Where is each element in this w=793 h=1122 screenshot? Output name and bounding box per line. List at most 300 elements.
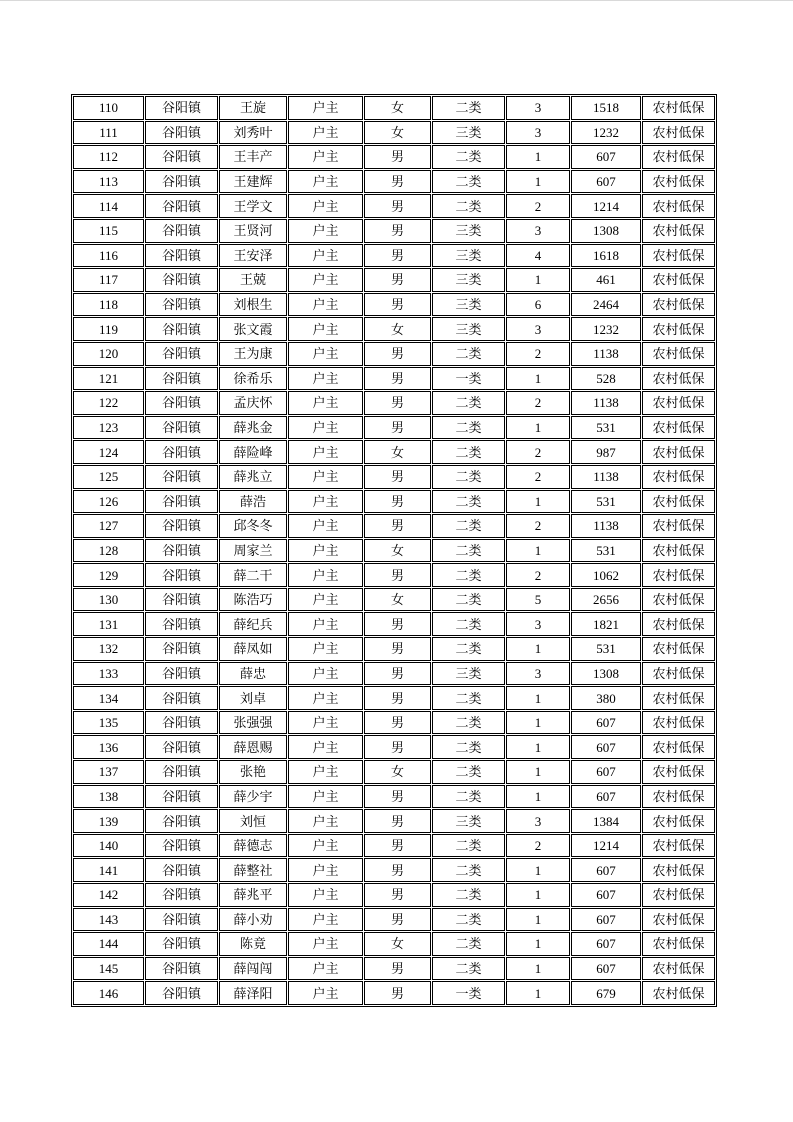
amount-cell: 679 — [571, 981, 641, 1005]
count-cell: 1 — [506, 932, 570, 956]
row-number-cell: 116 — [73, 244, 144, 268]
town-cell: 谷阳镇 — [145, 662, 218, 686]
count-cell: 1 — [506, 981, 570, 1005]
relation-cell: 户主 — [288, 96, 363, 120]
category-cell: 二类 — [432, 785, 505, 809]
category-cell: 二类 — [432, 194, 505, 218]
name-cell: 孟庆怀 — [219, 391, 287, 415]
row-number-cell: 125 — [73, 465, 144, 489]
name-cell: 薛兆平 — [219, 883, 287, 907]
row-number-cell: 117 — [73, 268, 144, 292]
gender-cell: 男 — [364, 194, 431, 218]
table-row — [73, 834, 715, 858]
name-cell: 张艳 — [219, 760, 287, 784]
gender-cell: 女 — [364, 121, 431, 145]
gender-cell: 男 — [364, 268, 431, 292]
count-cell: 1 — [506, 735, 570, 759]
count-cell: 1 — [506, 760, 570, 784]
program-cell: 农村低保 — [642, 588, 715, 612]
gender-cell: 女 — [364, 440, 431, 464]
table-row — [73, 908, 715, 932]
table-row — [73, 317, 715, 341]
row-number-cell: 136 — [73, 735, 144, 759]
town-cell: 谷阳镇 — [145, 121, 218, 145]
category-cell: 二类 — [432, 96, 505, 120]
gender-cell: 男 — [364, 342, 431, 366]
gender-cell: 女 — [364, 96, 431, 120]
row-number-cell: 139 — [73, 809, 144, 833]
program-cell: 农村低保 — [642, 465, 715, 489]
relation-cell: 户主 — [288, 957, 363, 981]
row-number-cell: 119 — [73, 317, 144, 341]
count-cell: 3 — [506, 96, 570, 120]
relation-cell: 户主 — [288, 809, 363, 833]
name-cell: 薛整社 — [219, 858, 287, 882]
town-cell: 谷阳镇 — [145, 637, 218, 661]
program-cell: 农村低保 — [642, 612, 715, 636]
amount-cell: 607 — [571, 957, 641, 981]
name-cell: 陈浩巧 — [219, 588, 287, 612]
town-cell: 谷阳镇 — [145, 96, 218, 120]
relation-cell: 户主 — [288, 416, 363, 440]
gender-cell: 男 — [364, 785, 431, 809]
name-cell: 薛忠 — [219, 662, 287, 686]
amount-cell: 607 — [571, 170, 641, 194]
program-cell: 农村低保 — [642, 883, 715, 907]
count-cell: 2 — [506, 563, 570, 587]
gender-cell: 男 — [364, 809, 431, 833]
category-cell: 二类 — [432, 465, 505, 489]
amount-cell: 531 — [571, 637, 641, 661]
count-cell: 3 — [506, 662, 570, 686]
program-cell: 农村低保 — [642, 834, 715, 858]
category-cell: 三类 — [432, 809, 505, 833]
town-cell: 谷阳镇 — [145, 342, 218, 366]
gender-cell: 男 — [364, 514, 431, 538]
table-row — [73, 563, 715, 587]
welfare-roster-table — [71, 94, 717, 1007]
gender-cell: 男 — [364, 957, 431, 981]
amount-cell: 1232 — [571, 317, 641, 341]
category-cell: 二类 — [432, 932, 505, 956]
town-cell: 谷阳镇 — [145, 440, 218, 464]
name-cell: 薛浩 — [219, 490, 287, 514]
amount-cell: 380 — [571, 686, 641, 710]
relation-cell: 户主 — [288, 932, 363, 956]
gender-cell: 男 — [364, 908, 431, 932]
category-cell: 二类 — [432, 612, 505, 636]
category-cell: 二类 — [432, 416, 505, 440]
town-cell: 谷阳镇 — [145, 834, 218, 858]
program-cell: 农村低保 — [642, 342, 715, 366]
table-row — [73, 391, 715, 415]
name-cell: 张文霞 — [219, 317, 287, 341]
category-cell: 三类 — [432, 244, 505, 268]
town-cell: 谷阳镇 — [145, 194, 218, 218]
name-cell: 薛小劝 — [219, 908, 287, 932]
table-row — [73, 244, 715, 268]
town-cell: 谷阳镇 — [145, 563, 218, 587]
count-cell: 2 — [506, 465, 570, 489]
category-cell: 二类 — [432, 834, 505, 858]
table-row — [73, 858, 715, 882]
amount-cell: 607 — [571, 735, 641, 759]
relation-cell: 户主 — [288, 883, 363, 907]
town-cell: 谷阳镇 — [145, 416, 218, 440]
town-cell: 谷阳镇 — [145, 219, 218, 243]
town-cell: 谷阳镇 — [145, 711, 218, 735]
amount-cell: 531 — [571, 539, 641, 563]
table-row — [73, 957, 715, 981]
amount-cell: 1138 — [571, 342, 641, 366]
relation-cell: 户主 — [288, 858, 363, 882]
table-row — [73, 268, 715, 292]
name-cell: 王安泽 — [219, 244, 287, 268]
amount-cell: 1618 — [571, 244, 641, 268]
program-cell: 农村低保 — [642, 760, 715, 784]
gender-cell: 男 — [364, 858, 431, 882]
amount-cell: 1518 — [571, 96, 641, 120]
name-cell: 邱冬冬 — [219, 514, 287, 538]
category-cell: 三类 — [432, 317, 505, 341]
count-cell: 1 — [506, 637, 570, 661]
table-row — [73, 490, 715, 514]
gender-cell: 男 — [364, 711, 431, 735]
row-number-cell: 133 — [73, 662, 144, 686]
amount-cell: 1308 — [571, 219, 641, 243]
program-cell: 农村低保 — [642, 317, 715, 341]
row-number-cell: 122 — [73, 391, 144, 415]
category-cell: 二类 — [432, 342, 505, 366]
program-cell: 农村低保 — [642, 440, 715, 464]
gender-cell: 男 — [364, 219, 431, 243]
row-number-cell: 131 — [73, 612, 144, 636]
amount-cell: 607 — [571, 932, 641, 956]
table-row — [73, 809, 715, 833]
town-cell: 谷阳镇 — [145, 268, 218, 292]
amount-cell: 1062 — [571, 563, 641, 587]
row-number-cell: 146 — [73, 981, 144, 1005]
name-cell: 王贤河 — [219, 219, 287, 243]
name-cell: 薛兆金 — [219, 416, 287, 440]
table-row — [73, 219, 715, 243]
town-cell: 谷阳镇 — [145, 957, 218, 981]
relation-cell: 户主 — [288, 981, 363, 1005]
program-cell: 农村低保 — [642, 96, 715, 120]
name-cell: 薛少宇 — [219, 785, 287, 809]
category-cell: 三类 — [432, 662, 505, 686]
gender-cell: 男 — [364, 981, 431, 1005]
gender-cell: 女 — [364, 539, 431, 563]
town-cell: 谷阳镇 — [145, 367, 218, 391]
table-row — [73, 539, 715, 563]
town-cell: 谷阳镇 — [145, 391, 218, 415]
relation-cell: 户主 — [288, 317, 363, 341]
name-cell: 薛兆立 — [219, 465, 287, 489]
amount-cell: 1232 — [571, 121, 641, 145]
gender-cell: 男 — [364, 170, 431, 194]
row-number-cell: 110 — [73, 96, 144, 120]
relation-cell: 户主 — [288, 293, 363, 317]
relation-cell: 户主 — [288, 908, 363, 932]
program-cell: 农村低保 — [642, 145, 715, 169]
category-cell: 二类 — [432, 908, 505, 932]
gender-cell: 女 — [364, 317, 431, 341]
amount-cell: 528 — [571, 367, 641, 391]
category-cell: 二类 — [432, 170, 505, 194]
town-cell: 谷阳镇 — [145, 293, 218, 317]
row-number-cell: 114 — [73, 194, 144, 218]
program-cell: 农村低保 — [642, 981, 715, 1005]
page-top-edge — [0, 0, 793, 1]
gender-cell: 男 — [364, 686, 431, 710]
program-cell: 农村低保 — [642, 711, 715, 735]
table-row — [73, 981, 715, 1005]
table-row — [73, 342, 715, 366]
category-cell: 二类 — [432, 514, 505, 538]
relation-cell: 户主 — [288, 145, 363, 169]
gender-cell: 男 — [364, 637, 431, 661]
relation-cell: 户主 — [288, 637, 363, 661]
count-cell: 1 — [506, 908, 570, 932]
table-row — [73, 514, 715, 538]
table-row — [73, 367, 715, 391]
count-cell: 1 — [506, 268, 570, 292]
row-number-cell: 118 — [73, 293, 144, 317]
program-cell: 农村低保 — [642, 858, 715, 882]
count-cell: 1 — [506, 711, 570, 735]
town-cell: 谷阳镇 — [145, 908, 218, 932]
program-cell: 农村低保 — [642, 268, 715, 292]
table-body — [73, 96, 715, 1005]
count-cell: 1 — [506, 539, 570, 563]
count-cell: 4 — [506, 244, 570, 268]
count-cell: 3 — [506, 809, 570, 833]
count-cell: 1 — [506, 957, 570, 981]
town-cell: 谷阳镇 — [145, 883, 218, 907]
category-cell: 二类 — [432, 637, 505, 661]
name-cell: 薛德志 — [219, 834, 287, 858]
row-number-cell: 134 — [73, 686, 144, 710]
gender-cell: 男 — [364, 367, 431, 391]
count-cell: 1 — [506, 858, 570, 882]
count-cell: 2 — [506, 514, 570, 538]
relation-cell: 户主 — [288, 563, 363, 587]
count-cell: 1 — [506, 170, 570, 194]
table-row — [73, 588, 715, 612]
table-row — [73, 440, 715, 464]
table-row — [73, 785, 715, 809]
name-cell: 薛纪兵 — [219, 612, 287, 636]
count-cell: 1 — [506, 416, 570, 440]
name-cell: 王兢 — [219, 268, 287, 292]
town-cell: 谷阳镇 — [145, 244, 218, 268]
category-cell: 二类 — [432, 858, 505, 882]
program-cell: 农村低保 — [642, 367, 715, 391]
count-cell: 1 — [506, 883, 570, 907]
count-cell: 1 — [506, 785, 570, 809]
category-cell: 三类 — [432, 219, 505, 243]
name-cell: 薛闯闯 — [219, 957, 287, 981]
amount-cell: 607 — [571, 785, 641, 809]
amount-cell: 607 — [571, 883, 641, 907]
name-cell: 薛泽阳 — [219, 981, 287, 1005]
amount-cell: 1138 — [571, 391, 641, 415]
amount-cell: 987 — [571, 440, 641, 464]
name-cell: 薛恩赐 — [219, 735, 287, 759]
relation-cell: 户主 — [288, 194, 363, 218]
table-row — [73, 194, 715, 218]
name-cell: 刘卓 — [219, 686, 287, 710]
town-cell: 谷阳镇 — [145, 735, 218, 759]
name-cell: 刘恒 — [219, 809, 287, 833]
category-cell: 二类 — [432, 588, 505, 612]
relation-cell: 户主 — [288, 711, 363, 735]
town-cell: 谷阳镇 — [145, 981, 218, 1005]
row-number-cell: 143 — [73, 908, 144, 932]
program-cell: 农村低保 — [642, 514, 715, 538]
gender-cell: 男 — [364, 612, 431, 636]
relation-cell: 户主 — [288, 588, 363, 612]
town-cell: 谷阳镇 — [145, 760, 218, 784]
gender-cell: 男 — [364, 465, 431, 489]
category-cell: 一类 — [432, 367, 505, 391]
relation-cell: 户主 — [288, 121, 363, 145]
program-cell: 农村低保 — [642, 293, 715, 317]
relation-cell: 户主 — [288, 760, 363, 784]
program-cell: 农村低保 — [642, 957, 715, 981]
row-number-cell: 130 — [73, 588, 144, 612]
table-row — [73, 711, 715, 735]
relation-cell: 户主 — [288, 465, 363, 489]
name-cell: 周家兰 — [219, 539, 287, 563]
row-number-cell: 127 — [73, 514, 144, 538]
amount-cell: 607 — [571, 711, 641, 735]
count-cell: 2 — [506, 440, 570, 464]
town-cell: 谷阳镇 — [145, 465, 218, 489]
row-number-cell: 129 — [73, 563, 144, 587]
amount-cell: 1821 — [571, 612, 641, 636]
gender-cell: 女 — [364, 760, 431, 784]
category-cell: 一类 — [432, 981, 505, 1005]
row-number-cell: 141 — [73, 858, 144, 882]
relation-cell: 户主 — [288, 490, 363, 514]
town-cell: 谷阳镇 — [145, 932, 218, 956]
table-row — [73, 932, 715, 956]
name-cell: 徐希乐 — [219, 367, 287, 391]
gender-cell: 男 — [364, 735, 431, 759]
program-cell: 农村低保 — [642, 170, 715, 194]
gender-cell: 男 — [364, 145, 431, 169]
count-cell: 1 — [506, 367, 570, 391]
category-cell: 二类 — [432, 391, 505, 415]
category-cell: 三类 — [432, 293, 505, 317]
name-cell: 陈竟 — [219, 932, 287, 956]
table-row — [73, 145, 715, 169]
relation-cell: 户主 — [288, 834, 363, 858]
program-cell: 农村低保 — [642, 932, 715, 956]
count-cell: 3 — [506, 317, 570, 341]
row-number-cell: 112 — [73, 145, 144, 169]
table-row — [73, 662, 715, 686]
gender-cell: 男 — [364, 391, 431, 415]
count-cell: 1 — [506, 145, 570, 169]
town-cell: 谷阳镇 — [145, 809, 218, 833]
relation-cell: 户主 — [288, 342, 363, 366]
row-number-cell: 111 — [73, 121, 144, 145]
name-cell: 张强强 — [219, 711, 287, 735]
relation-cell: 户主 — [288, 662, 363, 686]
count-cell: 6 — [506, 293, 570, 317]
gender-cell: 男 — [364, 490, 431, 514]
row-number-cell: 115 — [73, 219, 144, 243]
program-cell: 农村低保 — [642, 490, 715, 514]
amount-cell: 461 — [571, 268, 641, 292]
name-cell: 薛险峰 — [219, 440, 287, 464]
relation-cell: 户主 — [288, 268, 363, 292]
program-cell: 农村低保 — [642, 244, 715, 268]
row-number-cell: 142 — [73, 883, 144, 907]
count-cell: 2 — [506, 194, 570, 218]
program-cell: 农村低保 — [642, 563, 715, 587]
row-number-cell: 124 — [73, 440, 144, 464]
program-cell: 农村低保 — [642, 785, 715, 809]
count-cell: 2 — [506, 342, 570, 366]
amount-cell: 607 — [571, 760, 641, 784]
town-cell: 谷阳镇 — [145, 612, 218, 636]
row-number-cell: 138 — [73, 785, 144, 809]
row-number-cell: 132 — [73, 637, 144, 661]
count-cell: 5 — [506, 588, 570, 612]
relation-cell: 户主 — [288, 785, 363, 809]
town-cell: 谷阳镇 — [145, 145, 218, 169]
relation-cell: 户主 — [288, 391, 363, 415]
name-cell: 薛凤如 — [219, 637, 287, 661]
table-row — [73, 760, 715, 784]
name-cell: 王学文 — [219, 194, 287, 218]
table-row — [73, 883, 715, 907]
category-cell: 二类 — [432, 711, 505, 735]
row-number-cell: 121 — [73, 367, 144, 391]
program-cell: 农村低保 — [642, 686, 715, 710]
category-cell: 二类 — [432, 883, 505, 907]
category-cell: 二类 — [432, 563, 505, 587]
amount-cell: 2464 — [571, 293, 641, 317]
gender-cell: 男 — [364, 416, 431, 440]
table-row — [73, 686, 715, 710]
category-cell: 二类 — [432, 760, 505, 784]
table-row — [73, 465, 715, 489]
row-number-cell: 145 — [73, 957, 144, 981]
category-cell: 三类 — [432, 268, 505, 292]
gender-cell: 女 — [364, 588, 431, 612]
name-cell: 薛二干 — [219, 563, 287, 587]
table-row — [73, 96, 715, 120]
row-number-cell: 128 — [73, 539, 144, 563]
relation-cell: 户主 — [288, 244, 363, 268]
relation-cell: 户主 — [288, 514, 363, 538]
name-cell: 刘根生 — [219, 293, 287, 317]
gender-cell: 男 — [364, 244, 431, 268]
program-cell: 农村低保 — [642, 416, 715, 440]
program-cell: 农村低保 — [642, 391, 715, 415]
name-cell: 王为康 — [219, 342, 287, 366]
amount-cell: 1214 — [571, 194, 641, 218]
gender-cell: 男 — [364, 293, 431, 317]
category-cell: 二类 — [432, 440, 505, 464]
relation-cell: 户主 — [288, 539, 363, 563]
program-cell: 农村低保 — [642, 194, 715, 218]
